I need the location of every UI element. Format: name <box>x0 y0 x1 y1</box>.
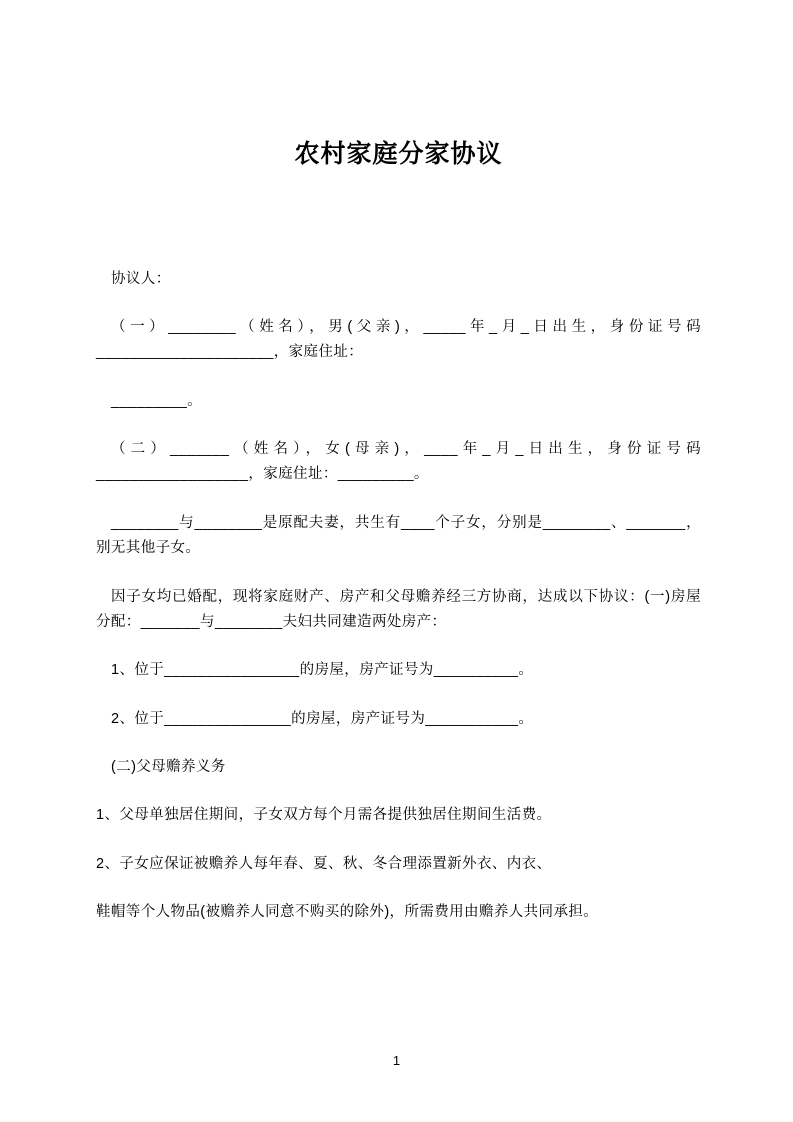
page-number: 1 <box>392 1053 401 1068</box>
page-title: 农村家庭分家协议 <box>294 140 503 168</box>
paragraph-party-one-address-blank: _________。 <box>111 392 203 409</box>
paragraph-party-two: （二）_______（姓名），女(母亲)，____年_月_日出生，身份证号码__________________，家庭住址：_________。 <box>96 441 701 483</box>
paragraph-support-duty-heading: (二)父母赡养义务 <box>111 759 226 775</box>
paragraph-marriage-children: ________与________是原配夫妻，共生有____个子女，分别是________、_______，别无其他子女。 <box>96 514 701 557</box>
paragraph-house-one: 1、位于________________的房屋，房产证号为__________。 <box>111 662 534 679</box>
document-body <box>96 267 701 926</box>
paragraph-agreement-intro: 因子女均已婚配，现将家庭财产、房产和父母赡养经三方协商，达成以下协议：(一)房屋分配：_______与________夫妇共同建造两处房产： <box>96 588 701 630</box>
paragraph-support-item-2-continued: 鞋帽等个人物品(被赡养人同意不购买的除外)，所需费用由赡养人共同承担。 <box>96 904 599 921</box>
paragraph-support-item-2: 2、子女应保证被赡养人每年春、夏、秋、冬合理添置新外衣、内衣、 <box>96 855 552 872</box>
paragraph-parties-heading: 协议人： <box>111 270 171 287</box>
document-content <box>96 0 701 949</box>
paragraph-house-two: 2、位于_______________的房屋，房产证号为___________。 <box>111 710 534 727</box>
paragraph-party-one: （一）________（姓名），男(父亲)，_____年_月_日出生，身份证号码_____________________，家庭住址： <box>96 318 701 361</box>
paragraph-support-item-1: 1、父母单独居住期间，子女双方每个月需各提供独居住期间生活费。 <box>96 807 552 824</box>
